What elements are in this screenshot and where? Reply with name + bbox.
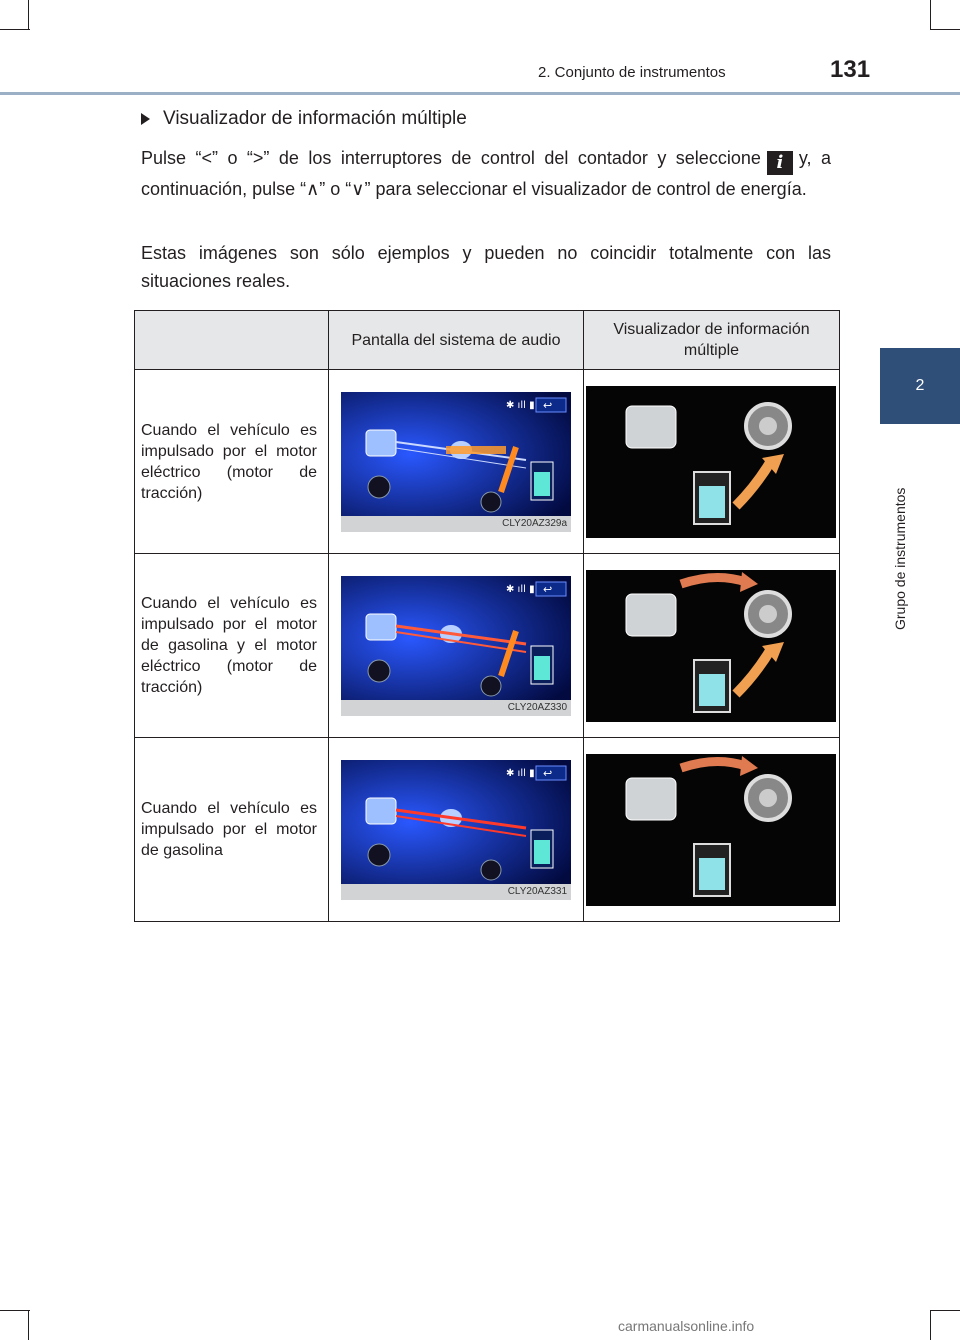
page-number: 131 [830,56,871,83]
table-header-empty [135,311,329,370]
mid-display-cell [584,738,840,922]
multi-info-display-image [586,570,836,722]
table-row [135,738,840,922]
header-section-title: 2. Conjunto de instrumentos [538,64,726,81]
condition-cell: Cuando el vehículo es impulsado por el motor de gasolina [135,738,329,922]
audio-screen-image [341,576,571,700]
instruction-paragraph: Pulse “<” o “>” de los interruptores de control del contador y seleccione i y, a continuación, pulse “∧” o “∨” para seleccionar el visualizador de control de energía. [141,148,831,199]
crop-mark [28,0,29,30]
crop-mark [930,1310,931,1340]
condition-cell: Cuando el vehículo es impulsado por el motor de gasolina y el motor eléctrico (motor de tracción) [135,554,329,738]
audio-screen-image [341,392,571,516]
svg-text:✱ ıll ▮: ✱ ıll ▮ [506,399,535,411]
header-divider [0,92,960,95]
chapter-label: Grupo de instrumentos [892,487,908,630]
table-row [135,554,840,738]
crop-mark [930,29,960,30]
mid-display-cell [584,554,840,738]
audio-screen-cell [329,370,584,554]
svg-text:↩: ↩ [543,399,553,412]
svg-text:↩: ↩ [543,767,553,780]
crop-mark [930,0,931,30]
table-header-row [135,311,840,370]
condition-cell: Cuando el vehículo es impulsado por el motor eléctrico (motor de tracción) [135,370,329,554]
info-icon: i [767,151,793,175]
svg-text:✱ ıll ▮: ✱ ıll ▮ [506,767,535,779]
table-header-mid: Visualizador de información múltiple [584,311,840,370]
section-heading: Visualizador de información múltiple [141,108,467,130]
table-header-audio: Pantalla del sistema de audio [329,311,584,370]
crop-mark [930,1310,960,1311]
crop-mark [0,29,30,30]
svg-text:↩: ↩ [543,583,553,596]
audio-screen-image [341,760,571,884]
bullet-triangle-icon [141,113,150,125]
multi-info-display-image [586,386,836,538]
multi-info-display-image [586,754,836,906]
mid-display-cell [584,370,840,554]
table-row [135,370,840,554]
svg-text:✱ ıll ▮: ✱ ıll ▮ [506,583,535,595]
image-caption: CLY20AZ331 [341,884,571,900]
crop-mark [0,1310,30,1311]
watermark-text: carmanualsonline.info [618,1318,755,1334]
chapter-tab[interactable] [880,348,960,424]
disclaimer-paragraph: Estas imágenes son sólo ejemplos y pueden no coincidir totalmente con las situaciones reales. [141,243,831,291]
audio-screen-cell [329,554,584,738]
audio-screen-cell [329,738,584,922]
crop-mark [28,1310,29,1340]
image-caption: CLY20AZ330 [341,700,571,716]
image-caption: CLY20AZ329a [341,516,571,532]
chapter-number: 2 [915,377,925,394]
energy-monitor-table [134,310,840,922]
